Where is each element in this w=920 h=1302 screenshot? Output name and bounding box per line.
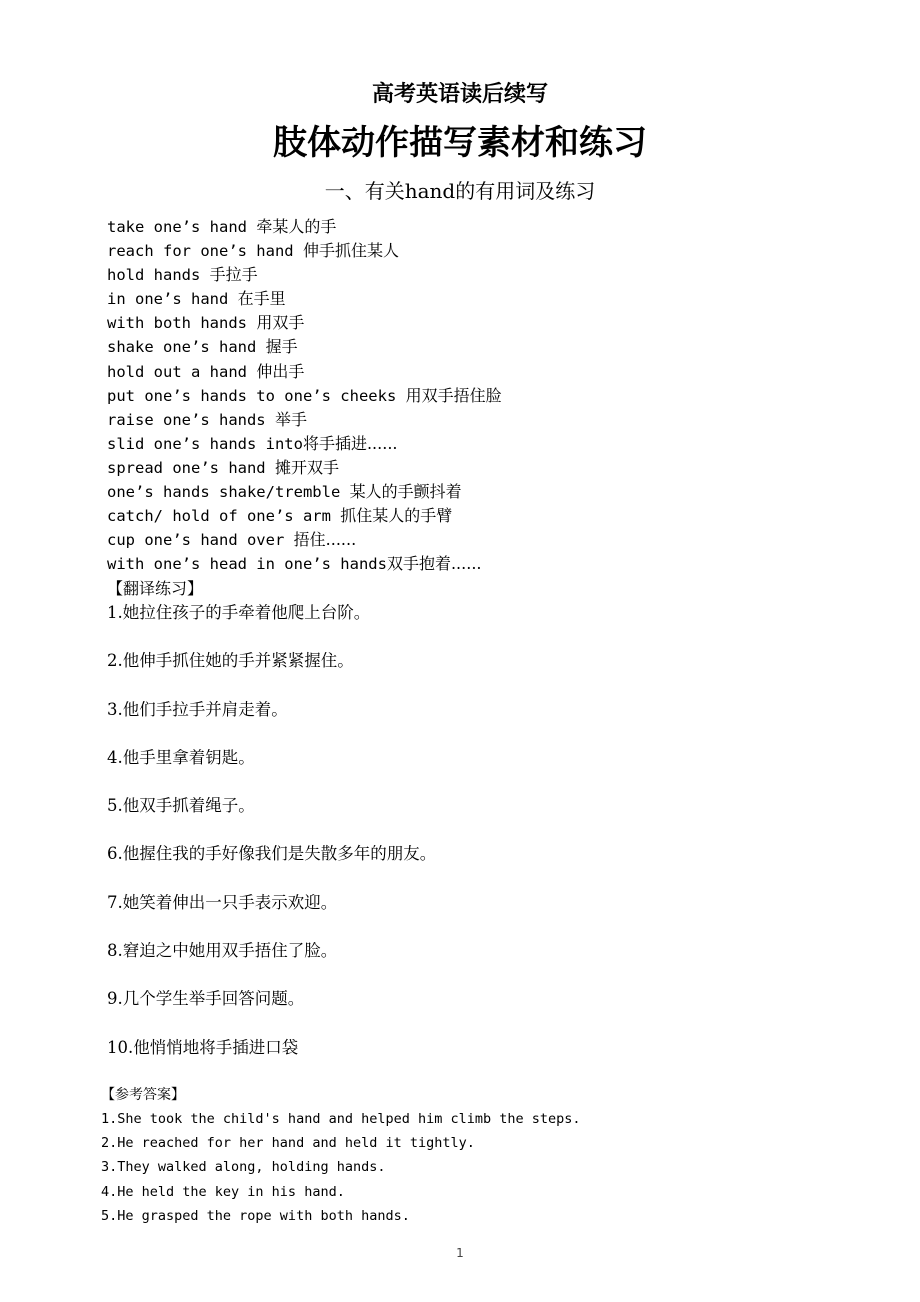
- practice-item: 5.他双手抓着绳子。: [107, 796, 255, 816]
- vocab-item: [107, 552, 867, 576]
- vocab-chinese: 在手里: [237, 289, 286, 309]
- vocab-chinese: 举手: [274, 409, 307, 429]
- vocab-chinese: 某人的手颤抖着: [349, 482, 462, 502]
- practice-item: 8.窘迫之中她用双手捂住了脸。: [107, 941, 338, 961]
- section-title: 一、有关hand的有用词及练习: [324, 179, 596, 203]
- vocab-english: put one’s hands to one’s cheeks: [107, 386, 406, 405]
- practice-item: 2.他伸手抓住她的手并紧紧握住。: [107, 651, 354, 671]
- practice-item: 4.他手里拿着钥匙。: [107, 747, 255, 767]
- vocabulary-list: [107, 215, 867, 576]
- practice-list: [107, 601, 436, 1084]
- vocab-chinese: 摊开双手: [274, 457, 339, 477]
- vocab-chinese: 握手: [265, 337, 298, 357]
- vocab-item: [107, 432, 867, 456]
- vocab-english: raise one’s hands: [107, 410, 275, 429]
- vocab-chinese: 手拉手: [209, 265, 258, 285]
- answers-list: [101, 1108, 581, 1229]
- vocab-chinese: 抓住某人的手臂: [340, 506, 453, 526]
- vocab-english: take one’s hand: [107, 218, 257, 236]
- vocab-item: [107, 287, 867, 311]
- document-title: 高考英语读后续写: [371, 82, 548, 107]
- answer-item: 4.He held the key in his hand.: [101, 1183, 345, 1200]
- vocab-item: [107, 384, 867, 408]
- vocab-english: in one’s hand: [107, 290, 238, 309]
- vocab-item: [107, 528, 867, 552]
- vocab-english: with one’s head in one’s hands: [107, 555, 387, 574]
- vocab-english: spread one’s hand: [107, 458, 275, 477]
- answer-item: 3.They walked along, holding hands.: [101, 1159, 386, 1176]
- vocab-item: [107, 456, 867, 480]
- vocab-item: [107, 504, 867, 528]
- practice-item: 1.她拉住孩子的手牵着他爬上台阶。: [107, 603, 371, 622]
- answer-item: 2.He reached for her hand and held it tightly.: [101, 1135, 475, 1152]
- practice-item: 6.他握住我的手好像我们是失散多年的朋友。: [107, 844, 437, 864]
- vocab-item: [107, 408, 867, 432]
- vocab-item: [107, 480, 867, 504]
- document-subtitle: 肢体动作描写素材和练习: [273, 123, 647, 163]
- vocab-item: [107, 239, 867, 263]
- page-number: 1: [456, 1246, 464, 1260]
- practice-item: 3.他们手拉手并肩走着。: [107, 699, 288, 719]
- vocab-chinese: 伸出手: [256, 361, 305, 381]
- vocab-chinese: 双手抱着......: [386, 554, 482, 574]
- vocab-chinese: 牵某人的手: [256, 217, 337, 236]
- vocab-item: [107, 335, 867, 359]
- practice-item: 9.几个学生举手回答问题。: [107, 989, 305, 1009]
- vocab-english: cup one’s hand over: [107, 531, 294, 550]
- vocab-chinese: 捂住......: [293, 530, 357, 550]
- vocab-english: hold out a hand: [107, 362, 257, 381]
- vocab-english: one’s hands shake/tremble: [107, 483, 350, 502]
- vocab-item: [107, 263, 867, 287]
- vocab-english: reach for one’s hand: [107, 242, 303, 261]
- vocab-english: slid one’s hands into: [107, 434, 303, 453]
- vocab-english: catch/ hold of one’s arm: [107, 507, 341, 526]
- answers-heading: 【参考答案】: [101, 1087, 185, 1103]
- vocab-english: shake one’s hand: [107, 338, 266, 357]
- practice-item: 7.她笑着伸出一只手表示欢迎。: [107, 892, 338, 912]
- practice-item: 10.他悄悄地将手插进口袋: [107, 1037, 299, 1057]
- vocab-item: [107, 215, 867, 239]
- vocab-chinese: 伸手抓住某人: [302, 241, 399, 261]
- vocab-chinese: 用双手: [256, 313, 305, 333]
- vocab-chinese: 将手插进......: [302, 433, 398, 453]
- vocab-english: with both hands: [107, 314, 257, 333]
- vocab-chinese: 用双手捂住脸: [405, 385, 502, 405]
- vocab-item: [107, 360, 867, 384]
- answer-item: 1.She took the child's hand and helped him climb the steps.: [101, 1111, 581, 1127]
- practice-heading: 【翻译练习】: [107, 579, 204, 598]
- vocab-item: [107, 311, 867, 335]
- vocab-english: hold hands: [107, 266, 210, 285]
- answer-item: 5.He grasped the rope with both hands.: [101, 1207, 410, 1224]
